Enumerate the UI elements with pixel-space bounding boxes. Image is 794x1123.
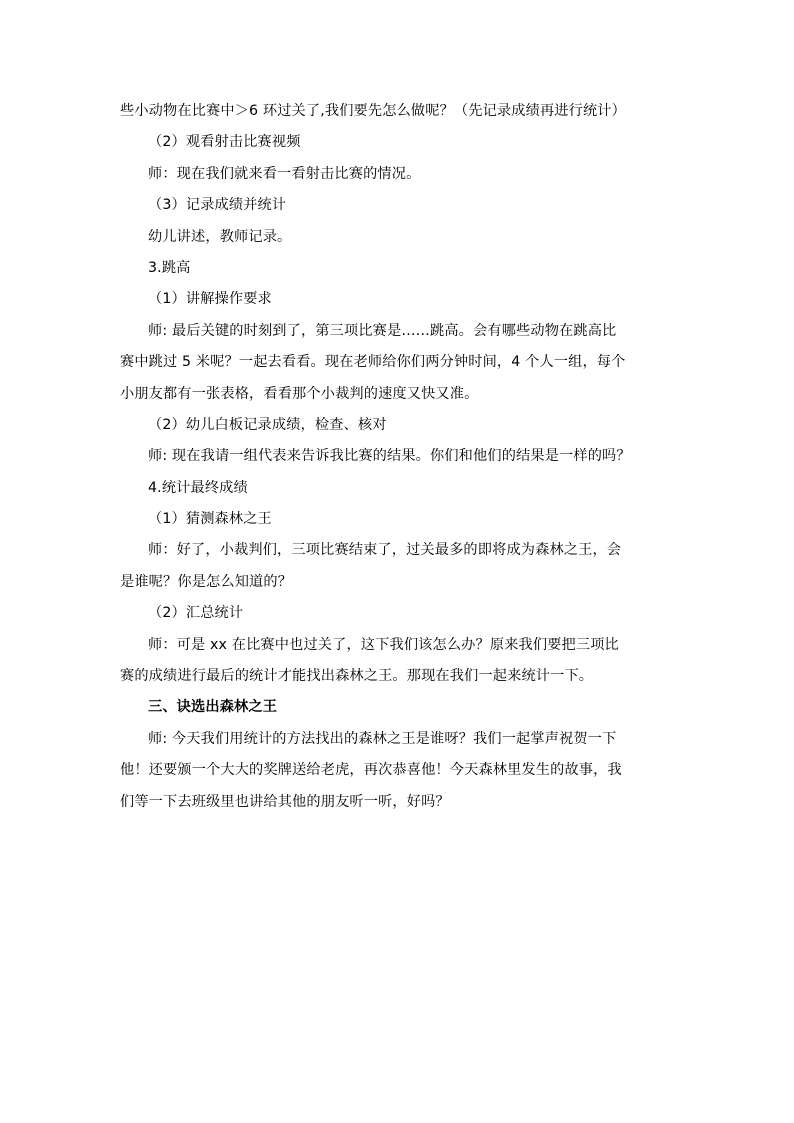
text-line: 师: 现在我请一组代表来告诉我比赛的结果。你们和他们的结果是一样的吗？	[148, 448, 631, 465]
text-line: 师：现在我们就来看一看射击比赛的情况。	[148, 165, 421, 182]
text-line: 4.统计最终成绩	[148, 479, 248, 496]
section-heading: 三、诀选出森林之王	[148, 699, 278, 716]
text-line: 是谁呢？你是怎么知道的？	[120, 573, 293, 590]
text-line: 们等一下去班级里也讲给其他的朋友听一听，好吗？	[120, 793, 450, 810]
document-body	[120, 96, 682, 818]
text-line: （1）讲解操作要求	[148, 291, 272, 308]
text-line: 师：好了，小裁判们，三项比赛结束了，过关最多的即将成为森林之王，会	[148, 542, 622, 559]
text-line: （1）猜测森林之王	[148, 511, 272, 528]
text-line: 师：可是 xx 在比赛中也过关了，这下我们该怎么办？原来我们要把三项比	[148, 636, 619, 653]
text-line: 些小动物在比赛中＞6 环过关了,我们要先怎么做呢？（先记录成绩再进行统计）	[120, 103, 626, 119]
text-line: 他！还要颁一个大大的奖牌送给老虎，再次恭喜他！今天森林里发生的故事，我	[120, 762, 622, 779]
text-line: 师: 最后关键的时刻到了，第三项比赛是……跳高。会有哪些动物在跳高比	[148, 322, 617, 339]
text-line: 赛的成绩进行最后的统计才能找出森林之王。那现在我们一起来统计一下。	[120, 668, 594, 685]
text-line: （3）记录成绩并统计	[148, 197, 287, 214]
text-line: 3.跳高	[148, 259, 191, 276]
text-line: 赛中跳过 5 米呢？一起去看看。现在老师给你们两分钟时间，4 个人一组，每个	[120, 354, 626, 371]
text-line: （2）汇总统计	[148, 605, 244, 622]
text-line: 幼儿讲述，教师记录。	[148, 228, 292, 245]
text-line: （2）观看射击比赛视频	[148, 134, 301, 151]
text-line: （2）幼儿白板记录成绩，检查、核对	[148, 416, 387, 433]
text-line: 小朋友都有一张表格，看看那个小裁判的速度又快又准。	[120, 385, 479, 402]
text-line: 师: 今天我们用统计的方法找出的森林之王是谁呀？我们一起掌声祝贺一下	[148, 730, 617, 747]
